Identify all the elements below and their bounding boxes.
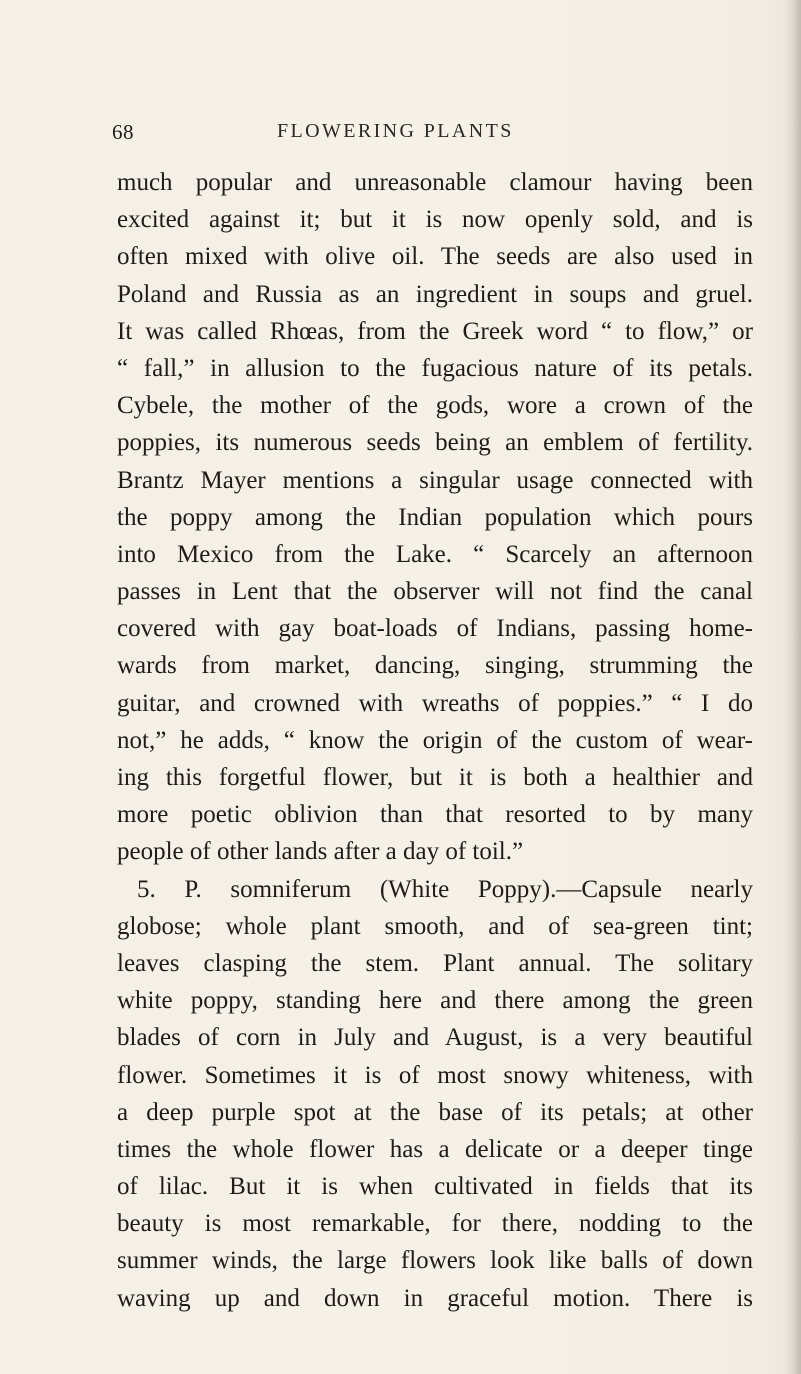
page-header <box>112 120 732 150</box>
text-line: poppies, its numerous seeds being an emblem of fertility. <box>117 429 753 457</box>
body-text <box>117 164 753 1317</box>
text-line: flower. Sometimes it is of most snowy whiteness, with <box>117 1061 753 1089</box>
text-line: of lilac. But it is when cultivated in fields that its <box>117 1173 753 1201</box>
text-line: Poland and Russia as an ingredient in soups and gruel. <box>117 280 753 308</box>
text-line: beauty is most remarkable, for there, nodding to the <box>117 1210 753 1238</box>
text-line: into Mexico from the Lake. “ Scarcely an afternoon <box>117 540 753 568</box>
text-line: the poppy among the Indian population which pours <box>117 503 753 531</box>
text-line: often mixed with olive oil. The seeds are also used in <box>117 243 753 271</box>
text-line: ing this forgetful flower, but it is both a healthier and <box>117 764 753 791</box>
text-line: not,” he adds, “ know the origin of the custom of wear- <box>117 726 753 754</box>
text-line: blades of corn in July and August, is a very beautiful <box>117 1024 753 1052</box>
text-line: waving up and down in graceful motion. There is <box>117 1284 753 1312</box>
text-line: guitar, and crowned with wreaths of poppies.” “ I do <box>117 689 753 717</box>
text-line: people of other lands after a day of toil.” <box>117 838 524 866</box>
text-line: leaves clasping the stem. Plant annual. The solitary <box>117 949 753 977</box>
text-line: Brantz Mayer mentions a singular usage connected with <box>117 466 753 494</box>
text-line: more poetic oblivion than that resorted to by many <box>117 801 753 829</box>
text-line: “ fall,” in allusion to the fugacious nature of its petals. <box>117 354 753 382</box>
text-line: a deep purple spot at the base of its petals; at other <box>117 1098 753 1126</box>
text-line: much popular and unreasonable clamour having been <box>117 169 753 196</box>
text-line: times the whole flower has a delicate or a deeper tinge <box>117 1135 753 1163</box>
text-line: white poppy, standing here and there among the green <box>117 987 753 1015</box>
text-line: wards from market, dancing, singing, strumming the <box>117 652 753 680</box>
text-line: passes in Lent that the observer will not find the canal <box>117 578 753 606</box>
page-number: 68 <box>112 120 134 144</box>
text-line: Cybele, the mother of the gods, wore a crown of the <box>117 392 753 420</box>
text-line: covered with gay boat-loads of Indians, passing home- <box>117 615 753 643</box>
text-line: 5. P. somniferum (White Poppy).—Capsule nearly <box>137 875 753 903</box>
page-edge-shadow <box>785 0 801 1374</box>
text-line: It was called Rhœas, from the Greek word “ to flow,” or <box>117 317 753 345</box>
text-line: excited against it; but it is now openly sold, and is <box>117 206 753 234</box>
running-title: FLOWERING PLANTS <box>277 120 514 142</box>
text-line: summer winds, the large flowers look like balls of down <box>117 1247 753 1275</box>
text-line: globose; whole plant smooth, and of sea-green tint; <box>117 912 753 940</box>
